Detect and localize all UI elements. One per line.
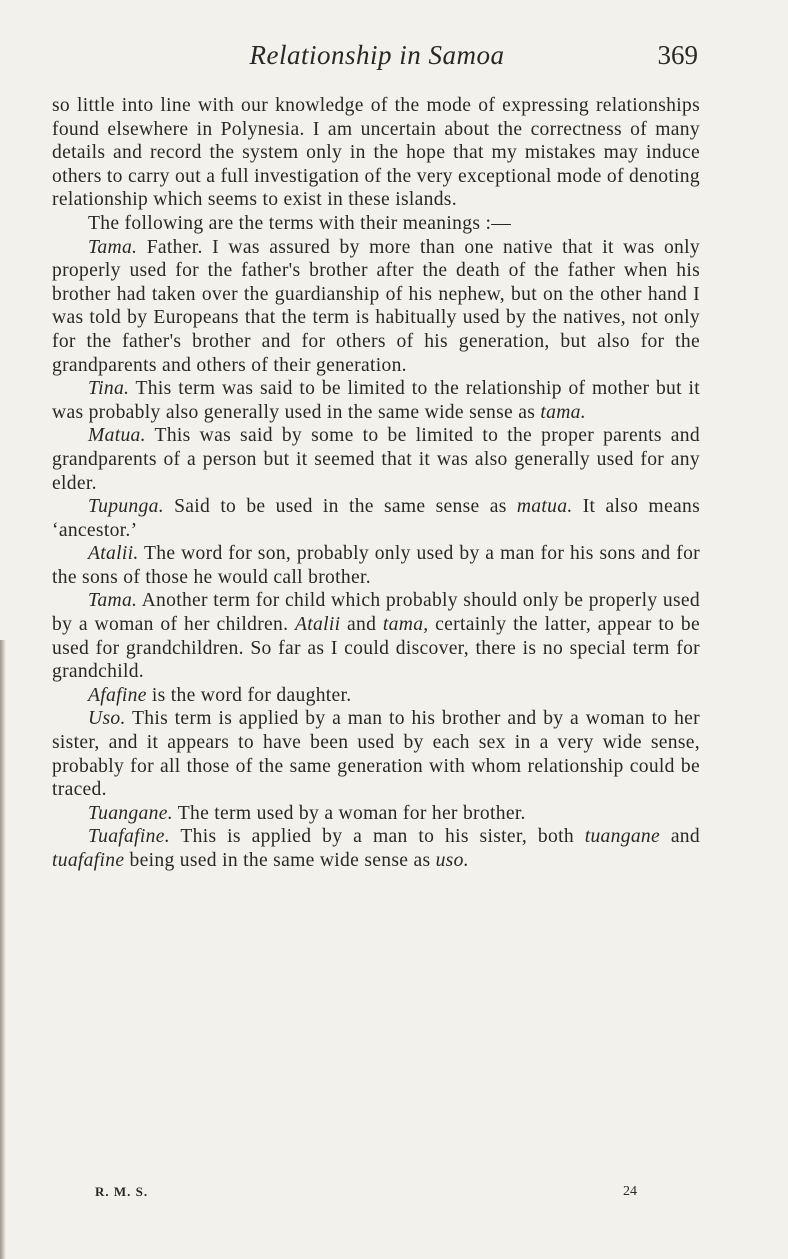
text-run: This term is applied by a man to his brother and by a woman to her sister, and it appears to have been used by each sex in a very wide sense, probably for all those of the same generation with whom relationship could be traced. (52, 708, 700, 801)
paragraph (52, 212, 700, 236)
text-run: This is applied by a man to his sister, both (169, 826, 585, 848)
term: Tuafafine. (88, 826, 170, 848)
text-run: certainly the latter, appear to be used for grandchildren. So far as I could discover, there is no special term for grandchild. (52, 614, 700, 683)
paragraph (52, 495, 700, 542)
paragraph (52, 684, 700, 708)
text-run: is the word for daughter. (146, 684, 352, 706)
page-binding-edge (0, 640, 6, 1259)
paragraph (52, 236, 700, 378)
text-run: Father. I was assured by more than one native that it was only properly used for the father's brother after the death of the father when his brother had taken over the guardianship of his nephew, but on the other hand I was told by Europeans that the term is habitually used by the natives, not only for the father's brother and for others of his generation, but also for the grandparents and others of their generation. (52, 236, 700, 376)
term: Tama. (88, 236, 138, 258)
text-run: The following are the terms with their meanings :— (88, 212, 512, 234)
term: Atalii. (88, 543, 139, 565)
term: tama. (540, 401, 586, 423)
text-run: Said to be used in the same sense as (163, 496, 517, 518)
text-run: It also means ‘ancestor.’ (52, 496, 700, 541)
term: Tina. (88, 378, 130, 400)
page-title: Relationship in Samoa (249, 40, 505, 70)
text-run: and (660, 826, 701, 848)
paragraph (52, 542, 700, 589)
term: tuangane (584, 826, 661, 848)
term: Afafine (88, 684, 147, 706)
printer-signature: R. M. S. (95, 1184, 149, 1199)
paragraph (52, 377, 700, 424)
term: Atalii (295, 614, 341, 636)
paragraph (52, 94, 700, 212)
paragraph (52, 825, 700, 872)
paragraph (52, 589, 700, 683)
text-run: This term was said to be limited to the relationship of mother but it was probably also generally used in the same wide sense as (52, 378, 700, 423)
term: Tama. (88, 590, 138, 612)
body-text (52, 94, 700, 873)
paragraph (52, 707, 700, 801)
paragraph (52, 802, 700, 826)
term: Tupunga. (88, 496, 164, 518)
text-run: The term used by a woman for her brother. (172, 802, 526, 824)
term: matua. (516, 496, 573, 518)
text-run: This was said by some to be limited to the proper parents and grandparents of a person but it seemed that it was also generally used for any elder. (52, 425, 700, 494)
page-footer (95, 1184, 655, 1206)
term: tama, (382, 614, 429, 636)
term: uso. (435, 850, 469, 871)
text-run: Another term for child which probably should only be properly used by a woman of her children. (52, 590, 700, 636)
text-run: so little into line with our knowledge of the mode of expressing relationships found elsewhere in Polynesia. I am uncertain about the correctness of many details and record the system only in the hope that my mistakes may induce others to carry out a full investigation of the very exceptional mode of denoting relationship which seems to exist in these islands. (52, 95, 700, 211)
term: Uso. (88, 708, 126, 730)
paragraph (52, 424, 700, 495)
term: Tuangane. (88, 802, 173, 824)
term: Matua. (88, 425, 146, 447)
text-run: The word for son, probably only used by a man for his sons and for the sons of those he would call brother. (52, 543, 700, 588)
sheet-number: 24 (623, 1184, 637, 1199)
text-run: being used in the same wide sense as (124, 850, 436, 871)
term: tuafafine (52, 850, 125, 871)
page-number: 369 (657, 40, 698, 70)
text-run: and (340, 614, 383, 636)
running-head (52, 40, 702, 80)
